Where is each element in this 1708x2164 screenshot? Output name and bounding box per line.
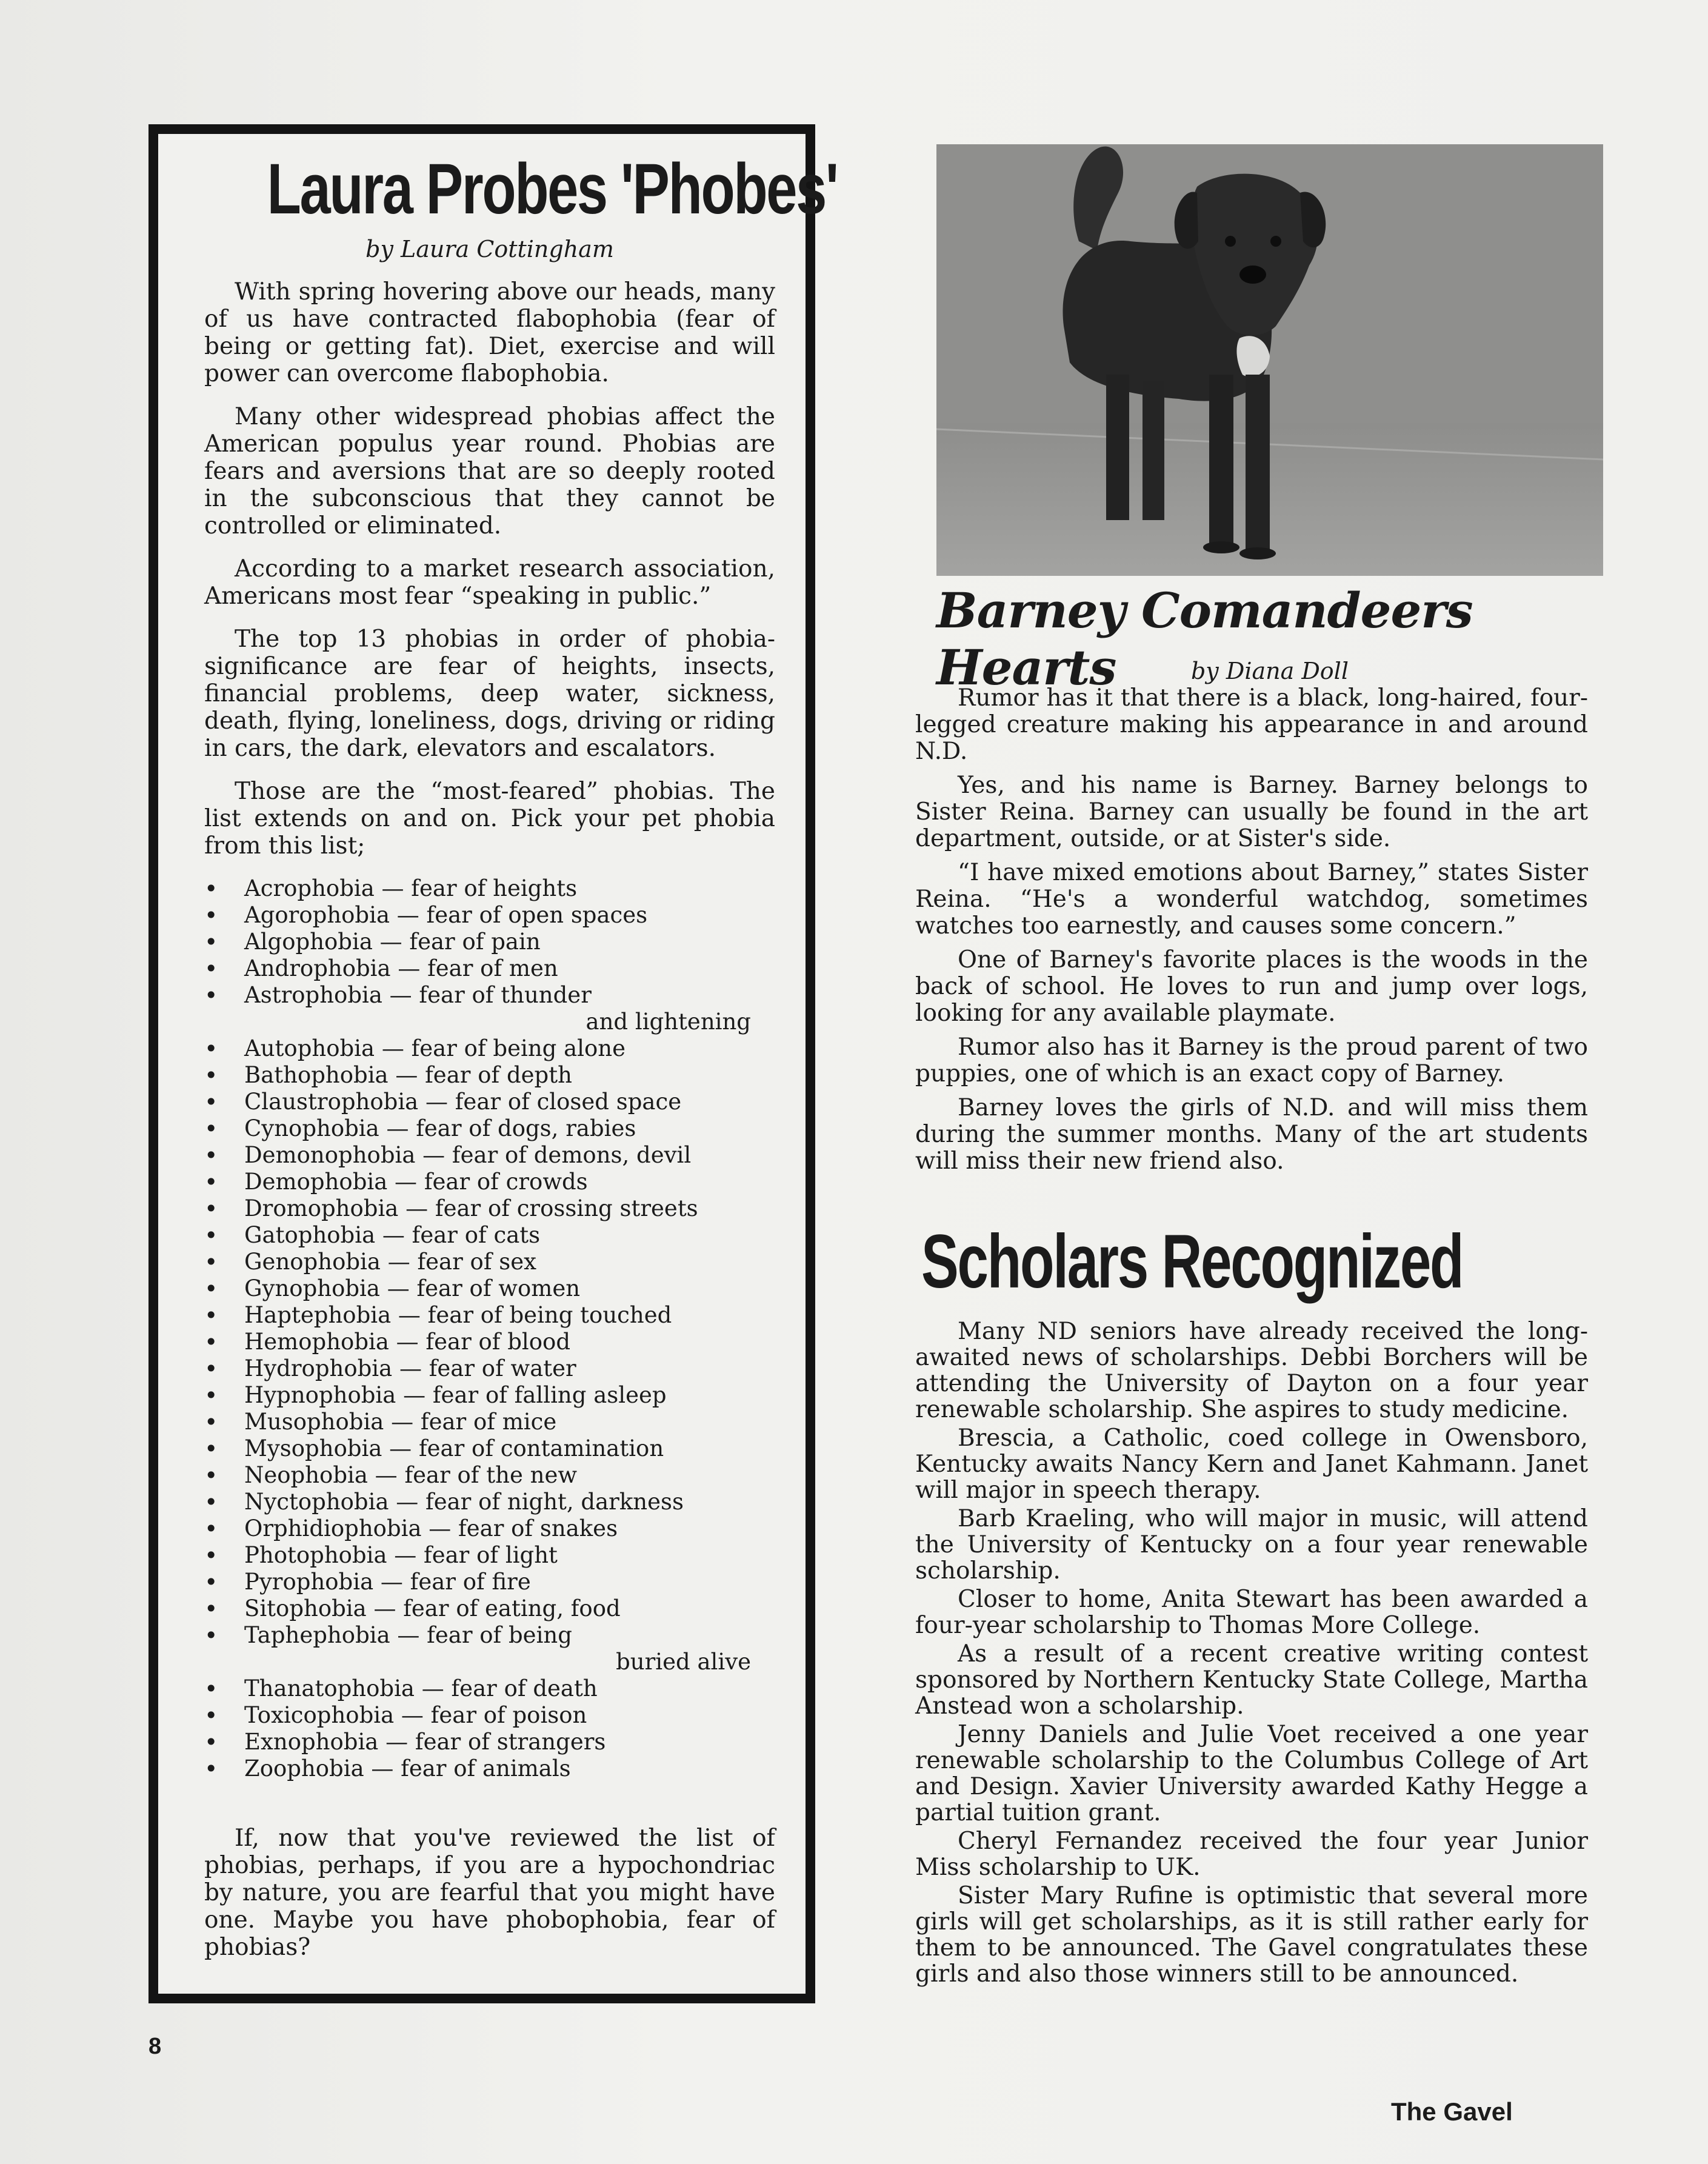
- list-item: [204, 1062, 775, 1089]
- list-item: [204, 1382, 775, 1409]
- phobia-text: Hemophobia — fear of blood: [244, 1328, 570, 1355]
- list-item: [204, 1729, 775, 1755]
- list-item: [204, 1569, 775, 1595]
- paragraph: Those are the “most-feared” phobias. The list extends on and on. Pick your pet phobia from this list;: [204, 777, 775, 860]
- bullet-icon: •: [204, 1488, 218, 1515]
- bullet-icon: •: [204, 1515, 218, 1542]
- bullet-icon: •: [204, 1355, 218, 1382]
- phobias-byline: by Laura Cottingham: [365, 235, 614, 262]
- paragraph: According to a market research association, Americans most fear “speaking in public.”: [204, 555, 775, 610]
- phobia-text: Hydrophobia — fear of water: [244, 1355, 576, 1381]
- phobia-text: Neophobia — fear of the new: [244, 1461, 578, 1488]
- scholars-headline: Scholars Recognized: [921, 1220, 1463, 1304]
- dog-photo: [936, 144, 1603, 576]
- list-item: [204, 982, 775, 1035]
- phobia-text: Autophobia — fear of being alone: [244, 1035, 625, 1061]
- bullet-icon: •: [204, 981, 218, 1009]
- phobia-text: Bathophobia — fear of depth: [244, 1061, 572, 1088]
- list-item: [204, 1542, 775, 1569]
- bullet-icon: •: [204, 1061, 218, 1089]
- list-item: [204, 902, 775, 929]
- bullet-icon: •: [204, 1301, 218, 1329]
- bullet-icon: •: [204, 1141, 218, 1169]
- list-item: [204, 1222, 775, 1249]
- list-item: [204, 1622, 775, 1675]
- paragraph: Many other widespread phobias affect the American populus year round. Phobias are fears and aversions that are so deeply rooted in the subconscious that they cannot be controlled or eliminated.: [204, 402, 775, 539]
- bullet-icon: •: [204, 1701, 218, 1729]
- dog-photo-image: [936, 144, 1603, 576]
- phobia-text: Musophobia — fear of mice: [244, 1408, 557, 1435]
- paragraph: Jenny Daniels and Julie Voet received a one year renewable scholarship to the Columbus College of Art and Design. Xavier University awarded Kathy Hegge a partial tuition grant.: [915, 1721, 1588, 1826]
- bullet-icon: •: [204, 1248, 218, 1275]
- list-item: [204, 1489, 775, 1515]
- paragraph: The top 13 phobias in order of phobia-significance are fear of heights, insects, financial problems, deep water, sickness, death, flying, loneliness, dogs, driving or riding in cars, the dark, elevators and escalators.: [204, 625, 775, 762]
- paragraph: Yes, and his name is Barney. Barney belongs to Sister Reina. Barney can usually be found in the art department, outside, or at Sister's side.: [915, 772, 1588, 852]
- bullet-icon: •: [204, 1168, 218, 1195]
- list-item: [204, 1755, 775, 1782]
- list-item: [204, 1515, 775, 1542]
- scholars-body: [915, 1318, 1588, 1989]
- phobias-headline: Laura Probes 'Phobes': [267, 149, 838, 229]
- phobia-text: Orphidiophobia — fear of snakes: [244, 1515, 618, 1541]
- list-item: [204, 1195, 775, 1222]
- paragraph: Rumor has it that there is a black, long-haired, four-legged creature making his appearance in and around N.D.: [915, 684, 1588, 765]
- paragraph: As a result of a recent creative writing contest sponsored by Northern Kentucky State College, Martha Anstead won a scholarship.: [915, 1640, 1588, 1720]
- phobia-text: Photophobia — fear of light: [244, 1541, 558, 1568]
- barney-byline: by Diana Doll: [1190, 658, 1349, 684]
- phobias-article-content: [204, 149, 838, 1969]
- phobia-text: Algophobia — fear of pain: [244, 928, 541, 955]
- bullet-icon: •: [204, 875, 218, 902]
- bullet-icon: •: [204, 1541, 218, 1569]
- paragraph: Barney loves the girls of N.D. and will miss them during the summer months. Many of the art students will miss their new friend also.: [915, 1094, 1588, 1175]
- list-item: [204, 1089, 775, 1115]
- bullet-icon: •: [204, 901, 218, 929]
- bullet-icon: •: [204, 1035, 218, 1062]
- list-item: [204, 955, 775, 982]
- bullet-icon: •: [204, 1195, 218, 1222]
- paragraph: Cheryl Fernandez received the four year Junior Miss scholarship to UK.: [915, 1828, 1588, 1881]
- phobia-text: Gatophobia — fear of cats: [244, 1221, 541, 1248]
- bullet-icon: •: [204, 1328, 218, 1355]
- bullet-icon: •: [204, 1381, 218, 1409]
- phobia-text: Genophobia — fear of sex: [244, 1248, 537, 1275]
- phobia-text: Sitophobia — fear of eating, food: [244, 1595, 621, 1621]
- list-item: [204, 1462, 775, 1489]
- phobia-text: Dromophobia — fear of crossing streets: [244, 1195, 698, 1221]
- phobias-body: [204, 278, 775, 860]
- phobia-text: Mysophobia — fear of contamination: [244, 1435, 664, 1461]
- phobia-text: Gynophobia — fear of women: [244, 1275, 581, 1301]
- phobia-text: Hypnophobia — fear of falling asleep: [244, 1381, 667, 1408]
- list-item: [204, 929, 775, 955]
- phobia-text: Thanatophobia — fear of death: [244, 1675, 598, 1701]
- paragraph: One of Barney's favorite places is the woods in the back of school. He loves to run and jump over logs, looking for any available playmate.: [915, 946, 1588, 1027]
- phobia-text: Astrophobia — fear of thunder: [244, 981, 592, 1008]
- publication-name: The Gavel: [1391, 2097, 1513, 2126]
- list-item: [204, 1329, 775, 1355]
- list-item: [204, 1675, 775, 1702]
- paragraph: Sister Mary Rufine is optimistic that several more girls will get scholarships, as it is still rather early for them to be announced. The Gavel congratulates these girls and also those winners still to be announced.: [915, 1882, 1588, 1988]
- phobia-text: Taphephobia — fear of being: [244, 1621, 572, 1648]
- phobia-text: Haptephobia — fear of being touched: [244, 1301, 672, 1328]
- bullet-icon: •: [204, 1595, 218, 1622]
- phobias-closing: If, now that you've reviewed the list of phobias, perhaps, if you are a hypochondriac by nature, you are fearful that you might have one. Maybe you have phobophobia, fear of phobias?: [204, 1824, 775, 1961]
- bullet-icon: •: [204, 955, 218, 982]
- phobia-text: Pyrophobia — fear of fire: [244, 1568, 531, 1595]
- barney-body: [915, 685, 1588, 1182]
- list-item: [204, 1035, 775, 1062]
- paragraph: Barb Kraeling, who will major in music, will attend the University of Kentucky on a four year renewable scholarship.: [915, 1505, 1588, 1585]
- list-item: [204, 1409, 775, 1435]
- phobia-continuation: and lightening: [585, 1008, 751, 1035]
- list-item: [204, 1355, 775, 1382]
- phobia-text: Demonophobia — fear of demons, devil: [244, 1141, 692, 1168]
- list-item: [204, 1275, 775, 1302]
- bullet-icon: •: [204, 1408, 218, 1435]
- bullet-icon: •: [204, 928, 218, 955]
- bullet-icon: •: [204, 1221, 218, 1249]
- phobia-text: Demophobia — fear of crowds: [244, 1168, 588, 1195]
- phobia-text: Claustrophobia — fear of closed space: [244, 1088, 682, 1115]
- phobia-text: Exnophobia — fear of strangers: [244, 1728, 606, 1755]
- paragraph: Brescia, a Catholic, coed college in Owensboro, Kentucky awaits Nancy Kern and Janet Kahmann. Janet will major in speech therapy.: [915, 1424, 1588, 1504]
- bullet-icon: •: [204, 1115, 218, 1142]
- bullet-icon: •: [204, 1568, 218, 1595]
- phobia-text: Zoophobia — fear of animals: [244, 1755, 571, 1782]
- list-item: [204, 1142, 775, 1169]
- phobia-list: [204, 875, 775, 1782]
- phobia-continuation: buried alive: [616, 1648, 751, 1675]
- paragraph: Rumor also has it Barney is the proud parent of two puppies, one of which is an exact copy of Barney.: [915, 1034, 1588, 1087]
- phobia-text: Acrophobia — fear of heights: [244, 875, 578, 901]
- bullet-icon: •: [204, 1088, 218, 1115]
- bullet-icon: •: [204, 1755, 218, 1782]
- list-item: [204, 1169, 775, 1195]
- bullet-icon: •: [204, 1435, 218, 1462]
- phobia-text: Androphobia — fear of men: [244, 955, 558, 981]
- barney-headline: Barney Comandeers Hearts: [936, 582, 1473, 696]
- bullet-icon: •: [204, 1275, 218, 1302]
- page-number: 8: [148, 2034, 162, 2059]
- phobias-article-box: [148, 124, 838, 2003]
- phobia-text: Agorophobia — fear of open spaces: [244, 901, 648, 928]
- list-item: [204, 1435, 775, 1462]
- list-item: [204, 1249, 775, 1275]
- list-item: [204, 875, 775, 902]
- list-item: [204, 1302, 775, 1329]
- bullet-icon: •: [204, 1675, 218, 1702]
- phobia-text: Toxicophobia — fear of poison: [244, 1701, 587, 1728]
- bullet-icon: •: [204, 1728, 218, 1755]
- paragraph: Many ND seniors have already received the long-awaited news of scholarships. Debbi Borchers will be attending the University of Dayton on a four year renewable scholarship. She aspires to study medicine.: [915, 1318, 1588, 1423]
- paragraph: With spring hovering above our heads, many of us have contracted flabophobia (fear of being or getting fat). Diet, exercise and will power can overcome flabophobia.: [204, 278, 775, 387]
- list-item: [204, 1702, 775, 1729]
- list-item: [204, 1115, 775, 1142]
- paragraph: Closer to home, Anita Stewart has been awarded a four-year scholarship to Thomas More College.: [915, 1586, 1588, 1639]
- bullet-icon: •: [204, 1461, 218, 1489]
- phobia-text: Nyctophobia — fear of night, darkness: [244, 1488, 684, 1515]
- list-item: [204, 1595, 775, 1622]
- bullet-icon: •: [204, 1621, 218, 1649]
- phobia-text: Cynophobia — fear of dogs, rabies: [244, 1115, 636, 1141]
- paragraph: “I have mixed emotions about Barney,” states Sister Reina. “He's a wonderful watchdog, sometimes watches too earnestly, and causes some concern.”: [915, 859, 1588, 940]
